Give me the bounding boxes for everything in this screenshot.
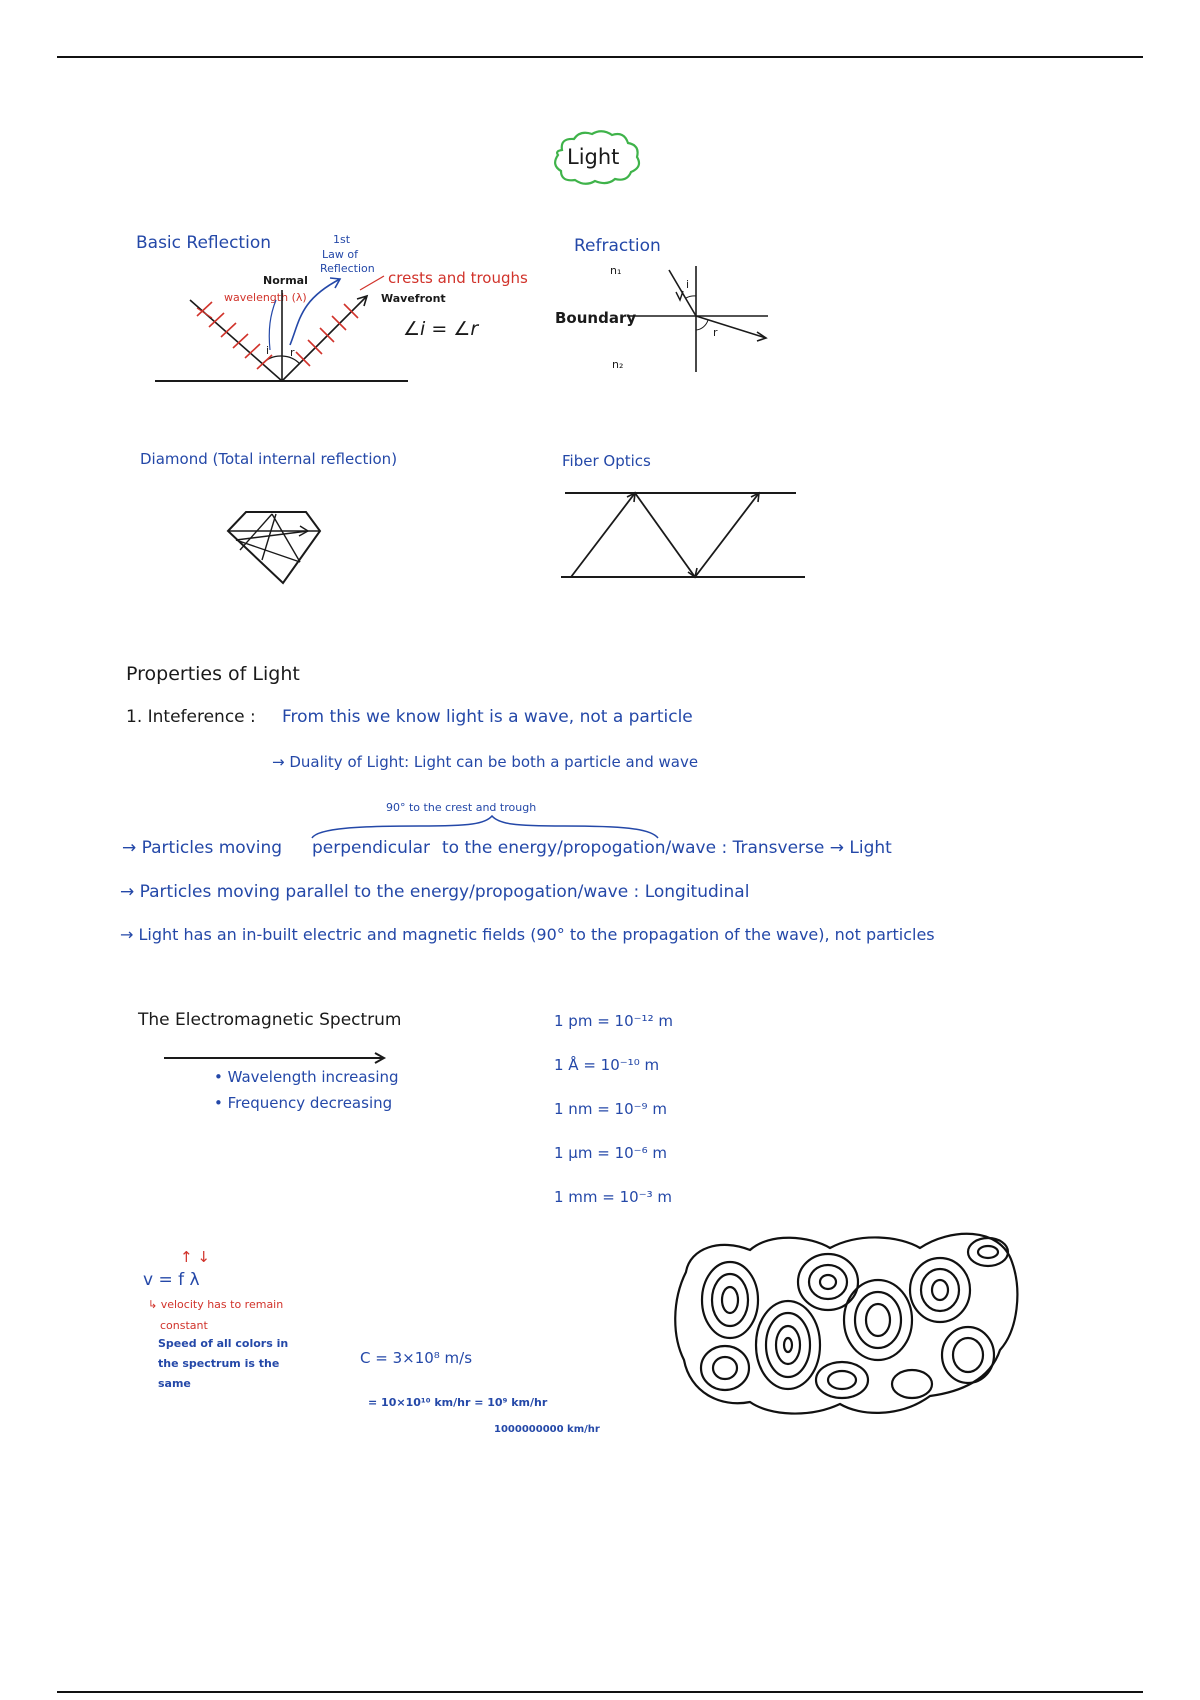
freq-wavelength-arrows: ↑ ↓	[180, 1248, 210, 1266]
spectrum-heading: The Electromagnetic Spectrum	[138, 1010, 402, 1030]
angle-r-label: r	[290, 346, 295, 359]
interference-text: From this we know light is a wave, not a particle	[282, 707, 693, 727]
speed-conversion-2: 1000000000 km/hr	[494, 1424, 600, 1435]
speed-conversion: = 10×10¹⁰ km/hr = 10⁹ km/hr	[368, 1396, 548, 1409]
unit-mm: 1 mm = 10⁻³ m	[554, 1188, 673, 1206]
wavefront-label: Wavefront	[381, 292, 446, 305]
brace-note: 90° to the crest and trough	[386, 801, 537, 814]
transverse-post: to the energy/propogation/wave : Transverse → Light	[442, 838, 892, 858]
unit-pm: 1 pm = 10⁻¹² m	[554, 1012, 673, 1030]
reflection-equation: ∠i = ∠r	[403, 318, 479, 340]
boundary-label: Boundary	[555, 309, 637, 327]
velocity-note-2: constant	[160, 1319, 208, 1332]
n1-label: n₁	[610, 264, 622, 277]
transverse-word: perpendicular	[312, 838, 431, 858]
duality-text: → Duality of Light: Light can be both a particle and wave	[272, 753, 699, 771]
speed-note-3: same	[158, 1377, 191, 1390]
speed-note-1: Speed of all colors in	[158, 1337, 289, 1350]
spectrum-bullet-2: • Frequency decreasing	[214, 1094, 393, 1112]
law-line-3: Reflection	[320, 262, 375, 275]
unit-angstrom: 1 Å = 10⁻¹⁰ m	[554, 1056, 660, 1074]
angle-i-label: i	[266, 344, 270, 357]
fields-text: → Light has an in-built electric and magnetic fields (90° to the propagation of the wave), not particles	[120, 925, 935, 944]
interference-label: 1. Inteference :	[126, 707, 256, 727]
properties-heading: Properties of Light	[126, 663, 300, 685]
refraction-angle-i: i	[686, 278, 690, 291]
unit-nm: 1 nm = 10⁻⁹ m	[554, 1100, 667, 1118]
transverse-pre: → Particles moving	[122, 838, 283, 858]
law-line-1: 1st	[333, 233, 351, 246]
speed-note-2: the spectrum is the	[158, 1357, 280, 1370]
diamond-heading: Diamond (Total internal reflection)	[140, 450, 398, 468]
n2-label: n₂	[612, 358, 624, 371]
speed-of-light: C = 3×10⁸ m/s	[360, 1349, 473, 1367]
wavelength-label: wavelength (λ)	[224, 291, 307, 304]
spectrum-bullet-1: • Wavelength increasing	[214, 1068, 399, 1086]
wave-equation: v = f λ	[143, 1270, 200, 1290]
crests-label: crests and troughs	[388, 269, 528, 287]
fiber-heading: Fiber Optics	[562, 452, 651, 470]
reflection-heading: Basic Reflection	[136, 233, 271, 253]
velocity-note-1: ↳ velocity has to remain	[148, 1298, 284, 1311]
page-title: Light	[567, 145, 620, 169]
law-line-2: Law of	[322, 248, 358, 261]
longitudinal-text: → Particles moving parallel to the energy/propogation/wave : Longitudinal	[120, 882, 750, 902]
unit-um: 1 μm = 10⁻⁶ m	[554, 1144, 667, 1162]
refraction-heading: Refraction	[574, 236, 661, 256]
refraction-angle-r: r	[713, 326, 718, 339]
normal-label: Normal	[263, 274, 308, 287]
